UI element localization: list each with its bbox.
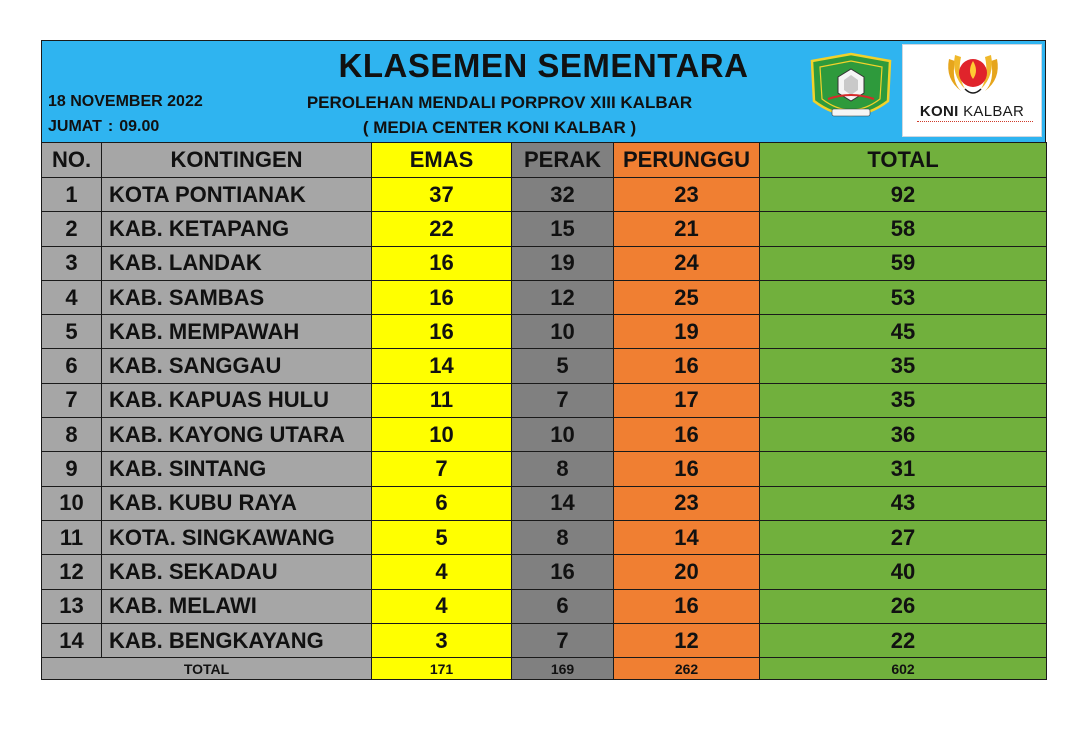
total-perunggu: 262: [614, 658, 760, 680]
cell-kontingen: KAB. KETAPANG: [102, 212, 372, 246]
cell-total: 45: [760, 315, 1047, 349]
total-perak: 169: [512, 658, 614, 680]
cell-total: 43: [760, 486, 1047, 520]
table-row: [42, 280, 1047, 314]
table-header-row: [42, 143, 1047, 178]
report-clock: 09.00: [119, 118, 160, 135]
cell-kontingen: KAB. LANDAK: [102, 246, 372, 280]
cell-perak: 12: [512, 280, 614, 314]
cell-perunggu: 23: [614, 486, 760, 520]
cell-total: 40: [760, 555, 1047, 589]
cell-emas: 4: [372, 589, 512, 623]
cell-perak: 15: [512, 212, 614, 246]
cell-no: 7: [42, 383, 102, 417]
cell-total: 31: [760, 452, 1047, 486]
cell-no: 5: [42, 315, 102, 349]
table-row: [42, 486, 1047, 520]
medal-standings-table: [41, 142, 1047, 680]
cell-total: 35: [760, 383, 1047, 417]
cell-no: 3: [42, 246, 102, 280]
media-center-label: ( MEDIA CENTER KONI KALBAR ): [362, 118, 637, 137]
table-row: [42, 315, 1047, 349]
cell-emas: 22: [372, 212, 512, 246]
totals-row: [42, 658, 1047, 680]
cell-perunggu: 16: [614, 589, 760, 623]
koni-logo: [902, 44, 1042, 137]
table-row: [42, 212, 1047, 246]
cell-kontingen: KAB. SANGGAU: [102, 349, 372, 383]
cell-perak: 19: [512, 246, 614, 280]
cell-perak: 8: [512, 520, 614, 554]
koni-logo-word-2: KALBAR: [963, 103, 1025, 120]
table-row: [42, 589, 1047, 623]
time-separator: :: [107, 118, 114, 135]
cell-perak: 14: [512, 486, 614, 520]
cell-emas: 4: [372, 555, 512, 589]
col-header-no: NO.: [42, 143, 102, 178]
cell-perak: 16: [512, 555, 614, 589]
cell-perunggu: 12: [614, 623, 760, 657]
total-emas: 171: [372, 658, 512, 680]
cell-emas: 11: [372, 383, 512, 417]
cell-perunggu: 16: [614, 349, 760, 383]
cell-perunggu: 17: [614, 383, 760, 417]
cell-kontingen: KAB. SAMBAS: [102, 280, 372, 314]
cell-total: 59: [760, 246, 1047, 280]
cell-no: 4: [42, 280, 102, 314]
cell-emas: 37: [372, 178, 512, 212]
cell-emas: 14: [372, 349, 512, 383]
cell-kontingen: KAB. MELAWI: [102, 589, 372, 623]
col-header-perunggu: PERUNGGU: [614, 143, 760, 178]
cell-perunggu: 14: [614, 520, 760, 554]
cell-perunggu: 24: [614, 246, 760, 280]
cell-kontingen: KOTA. SINGKAWANG: [102, 520, 372, 554]
cell-emas: 16: [372, 315, 512, 349]
cell-perak: 10: [512, 418, 614, 452]
cell-total: 22: [760, 623, 1047, 657]
cell-perak: 32: [512, 178, 614, 212]
cell-perunggu: 16: [614, 418, 760, 452]
koni-logo-word-1: KONI: [919, 103, 959, 120]
cell-perak: 7: [512, 623, 614, 657]
page-title: KLASEMEN SEMENTARA: [338, 47, 749, 84]
col-header-kontingen: KONTINGEN: [102, 143, 372, 178]
cell-perunggu: 20: [614, 555, 760, 589]
cell-total: 53: [760, 280, 1047, 314]
cell-perunggu: 21: [614, 212, 760, 246]
cell-perunggu: 25: [614, 280, 760, 314]
koni-logo-text: [903, 103, 1041, 120]
cell-no: 6: [42, 349, 102, 383]
report-time: [48, 118, 159, 136]
table-row: [42, 246, 1047, 280]
cell-emas: 16: [372, 246, 512, 280]
cell-perunggu: 16: [614, 452, 760, 486]
col-header-total: TOTAL: [760, 143, 1047, 178]
cell-total: 58: [760, 212, 1047, 246]
cell-perunggu: 19: [614, 315, 760, 349]
cell-emas: 7: [372, 452, 512, 486]
report-date: 18 NOVEMBER 2022: [48, 93, 203, 110]
cell-no: 8: [42, 418, 102, 452]
cell-no: 2: [42, 212, 102, 246]
cell-total: 27: [760, 520, 1047, 554]
cell-total: 26: [760, 589, 1047, 623]
cell-total: 36: [760, 418, 1047, 452]
cell-emas: 3: [372, 623, 512, 657]
kalbar-emblem-icon: [808, 51, 894, 127]
table-row: [42, 555, 1047, 589]
cell-perak: 6: [512, 589, 614, 623]
col-header-emas: EMAS: [372, 143, 512, 178]
koni-flame-icon: [903, 45, 1043, 105]
cell-emas: 16: [372, 280, 512, 314]
cell-no: 11: [42, 520, 102, 554]
cell-emas: 10: [372, 418, 512, 452]
cell-no: 10: [42, 486, 102, 520]
cell-perak: 7: [512, 383, 614, 417]
cell-kontingen: KAB. SEKADAU: [102, 555, 372, 589]
cell-kontingen: KAB. KUBU RAYA: [102, 486, 372, 520]
cell-kontingen: KAB. KAYONG UTARA: [102, 418, 372, 452]
cell-no: 1: [42, 178, 102, 212]
cell-emas: 6: [372, 486, 512, 520]
koni-tagline-line: [917, 121, 1033, 124]
cell-perak: 5: [512, 349, 614, 383]
cell-no: 14: [42, 623, 102, 657]
cell-kontingen: KAB. MEMPAWAH: [102, 315, 372, 349]
standings-sheet: [41, 40, 1046, 680]
table-row: [42, 178, 1047, 212]
totals-label: TOTAL: [42, 658, 372, 680]
cell-emas: 5: [372, 520, 512, 554]
table-row: [42, 520, 1047, 554]
col-header-perak: PERAK: [512, 143, 614, 178]
total-all: 602: [760, 658, 1047, 680]
table-body: [42, 178, 1047, 680]
table-row: [42, 349, 1047, 383]
cell-kontingen: KOTA PONTIANAK: [102, 178, 372, 212]
table-row: [42, 418, 1047, 452]
cell-perak: 8: [512, 452, 614, 486]
cell-perunggu: 23: [614, 178, 760, 212]
cell-no: 13: [42, 589, 102, 623]
table-row: [42, 383, 1047, 417]
table-row: [42, 623, 1047, 657]
cell-no: 9: [42, 452, 102, 486]
cell-perak: 10: [512, 315, 614, 349]
page-subtitle: PEROLEHAN MENDALI PORPROV XIII KALBAR: [306, 93, 693, 112]
cell-no: 12: [42, 555, 102, 589]
header-banner: [41, 40, 1046, 142]
cell-total: 92: [760, 178, 1047, 212]
cell-kontingen: KAB. SINTANG: [102, 452, 372, 486]
cell-total: 35: [760, 349, 1047, 383]
table-row: [42, 452, 1047, 486]
cell-kontingen: KAB. BENGKAYANG: [102, 623, 372, 657]
cell-kontingen: KAB. KAPUAS HULU: [102, 383, 372, 417]
report-day: JUMAT: [48, 118, 102, 135]
